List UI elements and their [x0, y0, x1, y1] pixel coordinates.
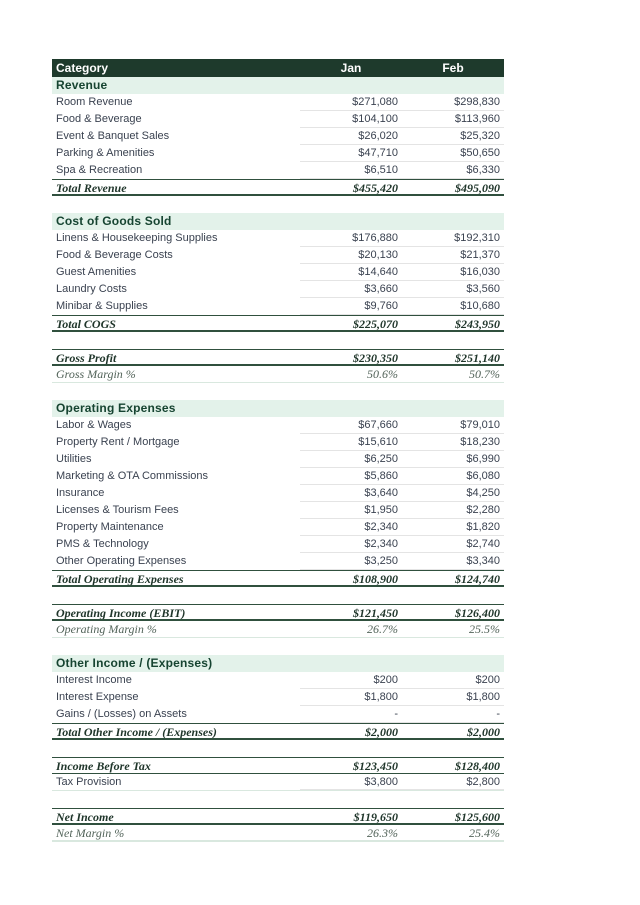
row-label: Other Operating Expenses	[56, 555, 187, 567]
table-row	[52, 570, 504, 587]
jan-value: $15,610	[300, 434, 402, 451]
feb-value: $2,800	[402, 774, 504, 790]
jan-value: $1,950	[300, 502, 402, 519]
spacer-row	[52, 740, 504, 757]
row-label: Room Revenue	[56, 96, 133, 108]
jan-value: $6,510	[300, 162, 402, 179]
feb-value: $2,000	[467, 725, 500, 738]
feb-value: $1,800	[402, 689, 504, 706]
feb-value: $6,330	[402, 162, 504, 179]
row-label: Operating Income (EBIT)	[56, 606, 186, 619]
jan-value: $9,760	[300, 298, 402, 315]
row-label: Property Rent / Mortgage	[56, 436, 180, 448]
row-label: Event & Banquet Sales	[56, 130, 170, 142]
spacer-row	[52, 383, 504, 400]
row-label: Parking & Amenities	[56, 147, 155, 159]
row-label: Total Other Income / (Expenses)	[56, 725, 217, 738]
table-row	[52, 502, 504, 519]
row-label: Food & Beverage	[56, 113, 142, 125]
feb-value: $6,990	[402, 451, 504, 468]
jan-value: $2,340	[300, 536, 402, 553]
table-row	[52, 519, 504, 536]
feb-value: $124,740	[455, 572, 500, 585]
row-label: Laundry Costs	[56, 283, 127, 295]
table-row	[52, 672, 504, 689]
table-row	[52, 417, 504, 434]
feb-value: $1,820	[402, 519, 504, 536]
feb-value: $3,340	[402, 553, 504, 570]
feb-value: $79,010	[402, 417, 504, 434]
feb-value: $192,310	[402, 230, 504, 247]
feb-value: $298,830	[402, 94, 504, 111]
jan-value: $14,640	[300, 264, 402, 281]
table-row	[52, 230, 504, 247]
row-label: Property Maintenance	[56, 521, 164, 533]
section-header-row	[52, 213, 504, 230]
table-row	[52, 281, 504, 298]
jan-value: $121,450	[353, 606, 398, 619]
section-header-row	[52, 77, 504, 94]
row-label: Minibar & Supplies	[56, 300, 148, 312]
table-row	[52, 536, 504, 553]
jan-value: $200	[300, 672, 402, 689]
row-label: Interest Income	[56, 674, 132, 686]
row-label: Gross Margin %	[56, 367, 136, 381]
jan-value: $176,880	[300, 230, 402, 247]
table-row	[52, 94, 504, 111]
spacer-row	[52, 196, 504, 213]
row-label: Interest Expense	[56, 691, 139, 703]
table-row	[52, 774, 504, 791]
feb-value: $4,250	[402, 485, 504, 502]
jan-value: $123,450	[353, 759, 398, 773]
jan-value: $271,080	[300, 94, 402, 111]
table-row	[52, 247, 504, 264]
jan-value: $2,000	[365, 725, 398, 738]
feb-value: $128,400	[455, 759, 500, 773]
spacer-row	[52, 587, 504, 604]
row-label: Gains / (Losses) on Assets	[56, 708, 187, 720]
table-row	[52, 264, 504, 281]
row-label: Guest Amenities	[56, 266, 137, 278]
feb-value: -	[402, 706, 504, 723]
table-row	[52, 604, 504, 621]
jan-value: $119,650	[353, 810, 398, 823]
row-label: Cost of Goods Sold	[56, 214, 172, 228]
feb-value: $18,230	[402, 434, 504, 451]
row-label: Operating Margin %	[56, 622, 157, 636]
table-row	[52, 451, 504, 468]
feb-value: 25.5%	[469, 622, 500, 636]
table-row	[52, 128, 504, 145]
feb-value: $3,560	[402, 281, 504, 298]
table-row	[52, 553, 504, 570]
feb-value: $113,960	[402, 111, 504, 128]
feb-value	[402, 213, 504, 230]
row-label: Spa & Recreation	[56, 164, 143, 176]
feb-value: $50,650	[402, 145, 504, 162]
row-label: Labor & Wages	[56, 419, 132, 431]
row-label: Utilities	[56, 453, 92, 465]
jan-value: $3,660	[300, 281, 402, 298]
feb-value: $21,370	[402, 247, 504, 264]
row-label: Net Income	[56, 810, 114, 823]
jan-value: 50.6%	[367, 367, 398, 381]
section-header-row	[52, 400, 504, 417]
jan-value: 26.7%	[367, 622, 398, 636]
jan-value: $6,250	[300, 451, 402, 468]
jan-value: $3,640	[300, 485, 402, 502]
jan-value: $230,350	[353, 351, 398, 364]
jan-value	[300, 655, 402, 672]
feb-value: 25.4%	[469, 826, 500, 840]
table-row	[52, 298, 504, 315]
table-row	[52, 757, 504, 774]
jan-value: $225,070	[353, 317, 398, 330]
column-header-jan: Jan	[340, 61, 362, 75]
feb-value: $251,140	[455, 351, 500, 364]
table-row	[52, 825, 504, 842]
row-label: Total Revenue	[56, 181, 127, 194]
jan-value: $5,860	[300, 468, 402, 485]
jan-value: $455,420	[353, 181, 398, 194]
jan-value: $3,800	[300, 774, 402, 790]
feb-value	[402, 655, 504, 672]
jan-value: $3,250	[300, 553, 402, 570]
table-row	[52, 349, 504, 366]
row-label: Linens & Housekeeping Supplies	[56, 232, 218, 244]
row-label: PMS & Technology	[56, 538, 149, 550]
table-row	[52, 434, 504, 451]
feb-value: $10,680	[402, 298, 504, 315]
row-label: Food & Beverage Costs	[56, 249, 173, 261]
profit-and-loss-table	[52, 59, 504, 842]
row-label: Insurance	[56, 487, 105, 499]
table-row	[52, 179, 504, 196]
spacer-row	[52, 791, 504, 808]
jan-value: -	[300, 706, 402, 723]
column-header-feb: Feb	[442, 61, 464, 75]
jan-value: $26,020	[300, 128, 402, 145]
spacer-row	[52, 332, 504, 349]
table-row	[52, 315, 504, 332]
table-row	[52, 485, 504, 502]
row-label: Income Before Tax	[56, 759, 151, 773]
jan-value	[300, 400, 402, 417]
row-label: Licenses & Tourism Fees	[56, 504, 179, 516]
row-label: Revenue	[56, 78, 108, 92]
feb-value: $6,080	[402, 468, 504, 485]
jan-value: 26.3%	[367, 826, 398, 840]
row-label: Gross Profit	[56, 351, 117, 364]
table-row	[52, 706, 504, 723]
table-row	[52, 468, 504, 485]
jan-value: $1,800	[300, 689, 402, 706]
feb-value: $126,400	[455, 606, 500, 619]
spacer-row	[52, 638, 504, 655]
row-label: Other Income / (Expenses)	[56, 656, 213, 670]
feb-value: $25,320	[402, 128, 504, 145]
feb-value: $125,600	[455, 810, 500, 823]
table-row	[52, 808, 504, 825]
row-label: Marketing & OTA Commissions	[56, 470, 209, 482]
table-row	[52, 621, 504, 638]
jan-value	[300, 77, 402, 94]
feb-value	[402, 400, 504, 417]
table-row	[52, 366, 504, 383]
feb-value: $2,280	[402, 502, 504, 519]
pl-table-body	[52, 77, 504, 842]
feb-value: 50.7%	[469, 367, 500, 381]
jan-value	[300, 213, 402, 230]
table-row	[52, 145, 504, 162]
row-label: Operating Expenses	[56, 401, 176, 415]
table-row	[52, 162, 504, 179]
feb-value: $200	[402, 672, 504, 689]
table-header-row	[52, 59, 504, 77]
jan-value: $67,660	[300, 417, 402, 434]
feb-value: $2,740	[402, 536, 504, 553]
jan-value: $104,100	[300, 111, 402, 128]
jan-value: $47,710	[300, 145, 402, 162]
row-label: Net Margin %	[56, 826, 125, 840]
feb-value: $16,030	[402, 264, 504, 281]
feb-value: $495,090	[455, 181, 500, 194]
column-header-category: Category	[56, 61, 109, 75]
row-label: Total Operating Expenses	[56, 572, 184, 585]
jan-value: $108,900	[353, 572, 398, 585]
jan-value: $2,340	[300, 519, 402, 536]
table-row	[52, 689, 504, 706]
feb-value	[402, 77, 504, 94]
feb-value: $243,950	[455, 317, 500, 330]
row-label: Total COGS	[56, 317, 116, 330]
jan-value: $20,130	[300, 247, 402, 264]
row-label: Tax Provision	[56, 776, 122, 788]
section-header-row	[52, 655, 504, 672]
table-row	[52, 111, 504, 128]
table-row	[52, 723, 504, 740]
